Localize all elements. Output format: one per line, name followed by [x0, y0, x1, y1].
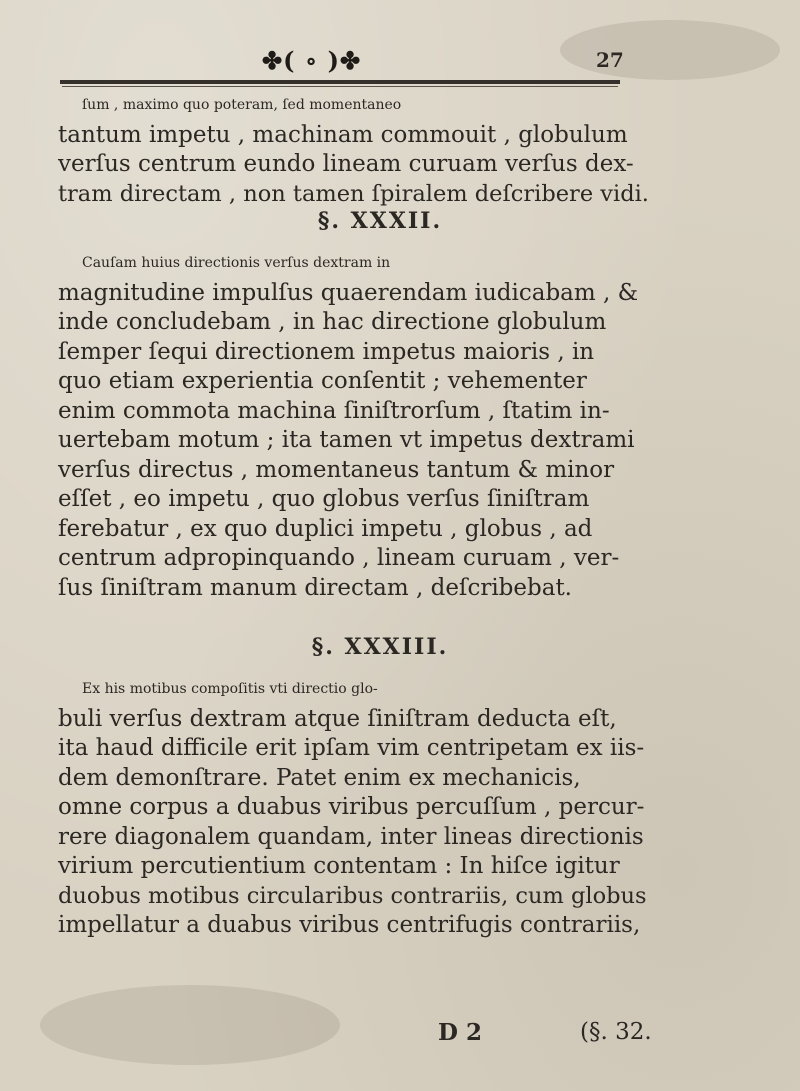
catchword: (§. 32. [580, 1019, 652, 1045]
section-33-body [58, 675, 658, 941]
text-line: tantum impetu , machinam commouit , globulum [58, 121, 628, 148]
text-line: uertebam motum ; ita tamen vt impetus dextrami [58, 427, 635, 453]
text-line: ſemper ſequi directionem impetus maioris , in [58, 338, 595, 365]
section-heading-33: §. XXXIII. [311, 634, 449, 660]
text-line: dem demonſtrare. Patet enim ex mechanicis, [58, 764, 581, 791]
text-line: virium percutientium contentam : In hiſce igitur [58, 853, 620, 879]
paragraph-top [58, 91, 658, 209]
section-32-body [58, 249, 658, 603]
text-line: ſus ſiniſtram manum directam , deſcribebat. [58, 574, 572, 601]
text-line: verſus centrum eundo lineam curuam verſus dex- [58, 151, 634, 177]
text-line: Ex his motibus compoſitis vti directio glo- [82, 681, 378, 697]
text-line: ſum , maximo quo poteram, ſed momentaneo [82, 97, 402, 113]
header-rule-thin [62, 86, 618, 87]
page-footer [0, 1019, 800, 1049]
signature-mark: D 2 [438, 1019, 482, 1046]
header-rule [60, 80, 620, 84]
header-ornament: ✤( ∘ )✤ [262, 46, 362, 75]
text-line: eſſet , eo impetu , quo globus verſus ſiniſtram [58, 486, 590, 512]
text-line: tram directam , non tamen ſpiralem deſcribere vidi. [58, 180, 649, 207]
page-header [0, 46, 800, 76]
text-line: quo etiam experientia conſentit ; vehementer [58, 368, 587, 394]
text-line: verſus directus , momentaneus tantum & minor [58, 456, 615, 483]
text-line: buli verſus dextram atque ſiniſtram deducta eſt, [58, 705, 617, 732]
section-heading-32: §. XXXII. [317, 208, 443, 234]
text-line: duobus motibus circularibus contrariis, cum globus [58, 882, 647, 909]
text-line: inde concludebam , in hac directione globulum [58, 309, 607, 335]
text-line: ita haud difficile erit ipſam vim centripetam ex iis- [58, 735, 645, 761]
text-line: impellatur a duabus viribus centrifugis contrariis, [58, 912, 641, 938]
text-line: omne corpus a duabus viribus percuſſum , percur- [58, 794, 645, 820]
text-line: rere diagonalem quandam, inter lineas directionis [58, 823, 644, 850]
text-line: Cauſam huius directionis verſus dextram in [82, 255, 391, 271]
text-line: enim commota machina ſiniſtrorſum , ſtatim in- [58, 397, 610, 424]
text-line: ferebatur , ex quo duplici impetu , globus , ad [58, 515, 593, 542]
text-line: magnitudine impulſus quaerendam iudicabam , & [58, 279, 639, 306]
text-line: centrum adpropinquando , lineam curuam , ver- [58, 545, 620, 571]
page-number: 27 [596, 48, 624, 72]
